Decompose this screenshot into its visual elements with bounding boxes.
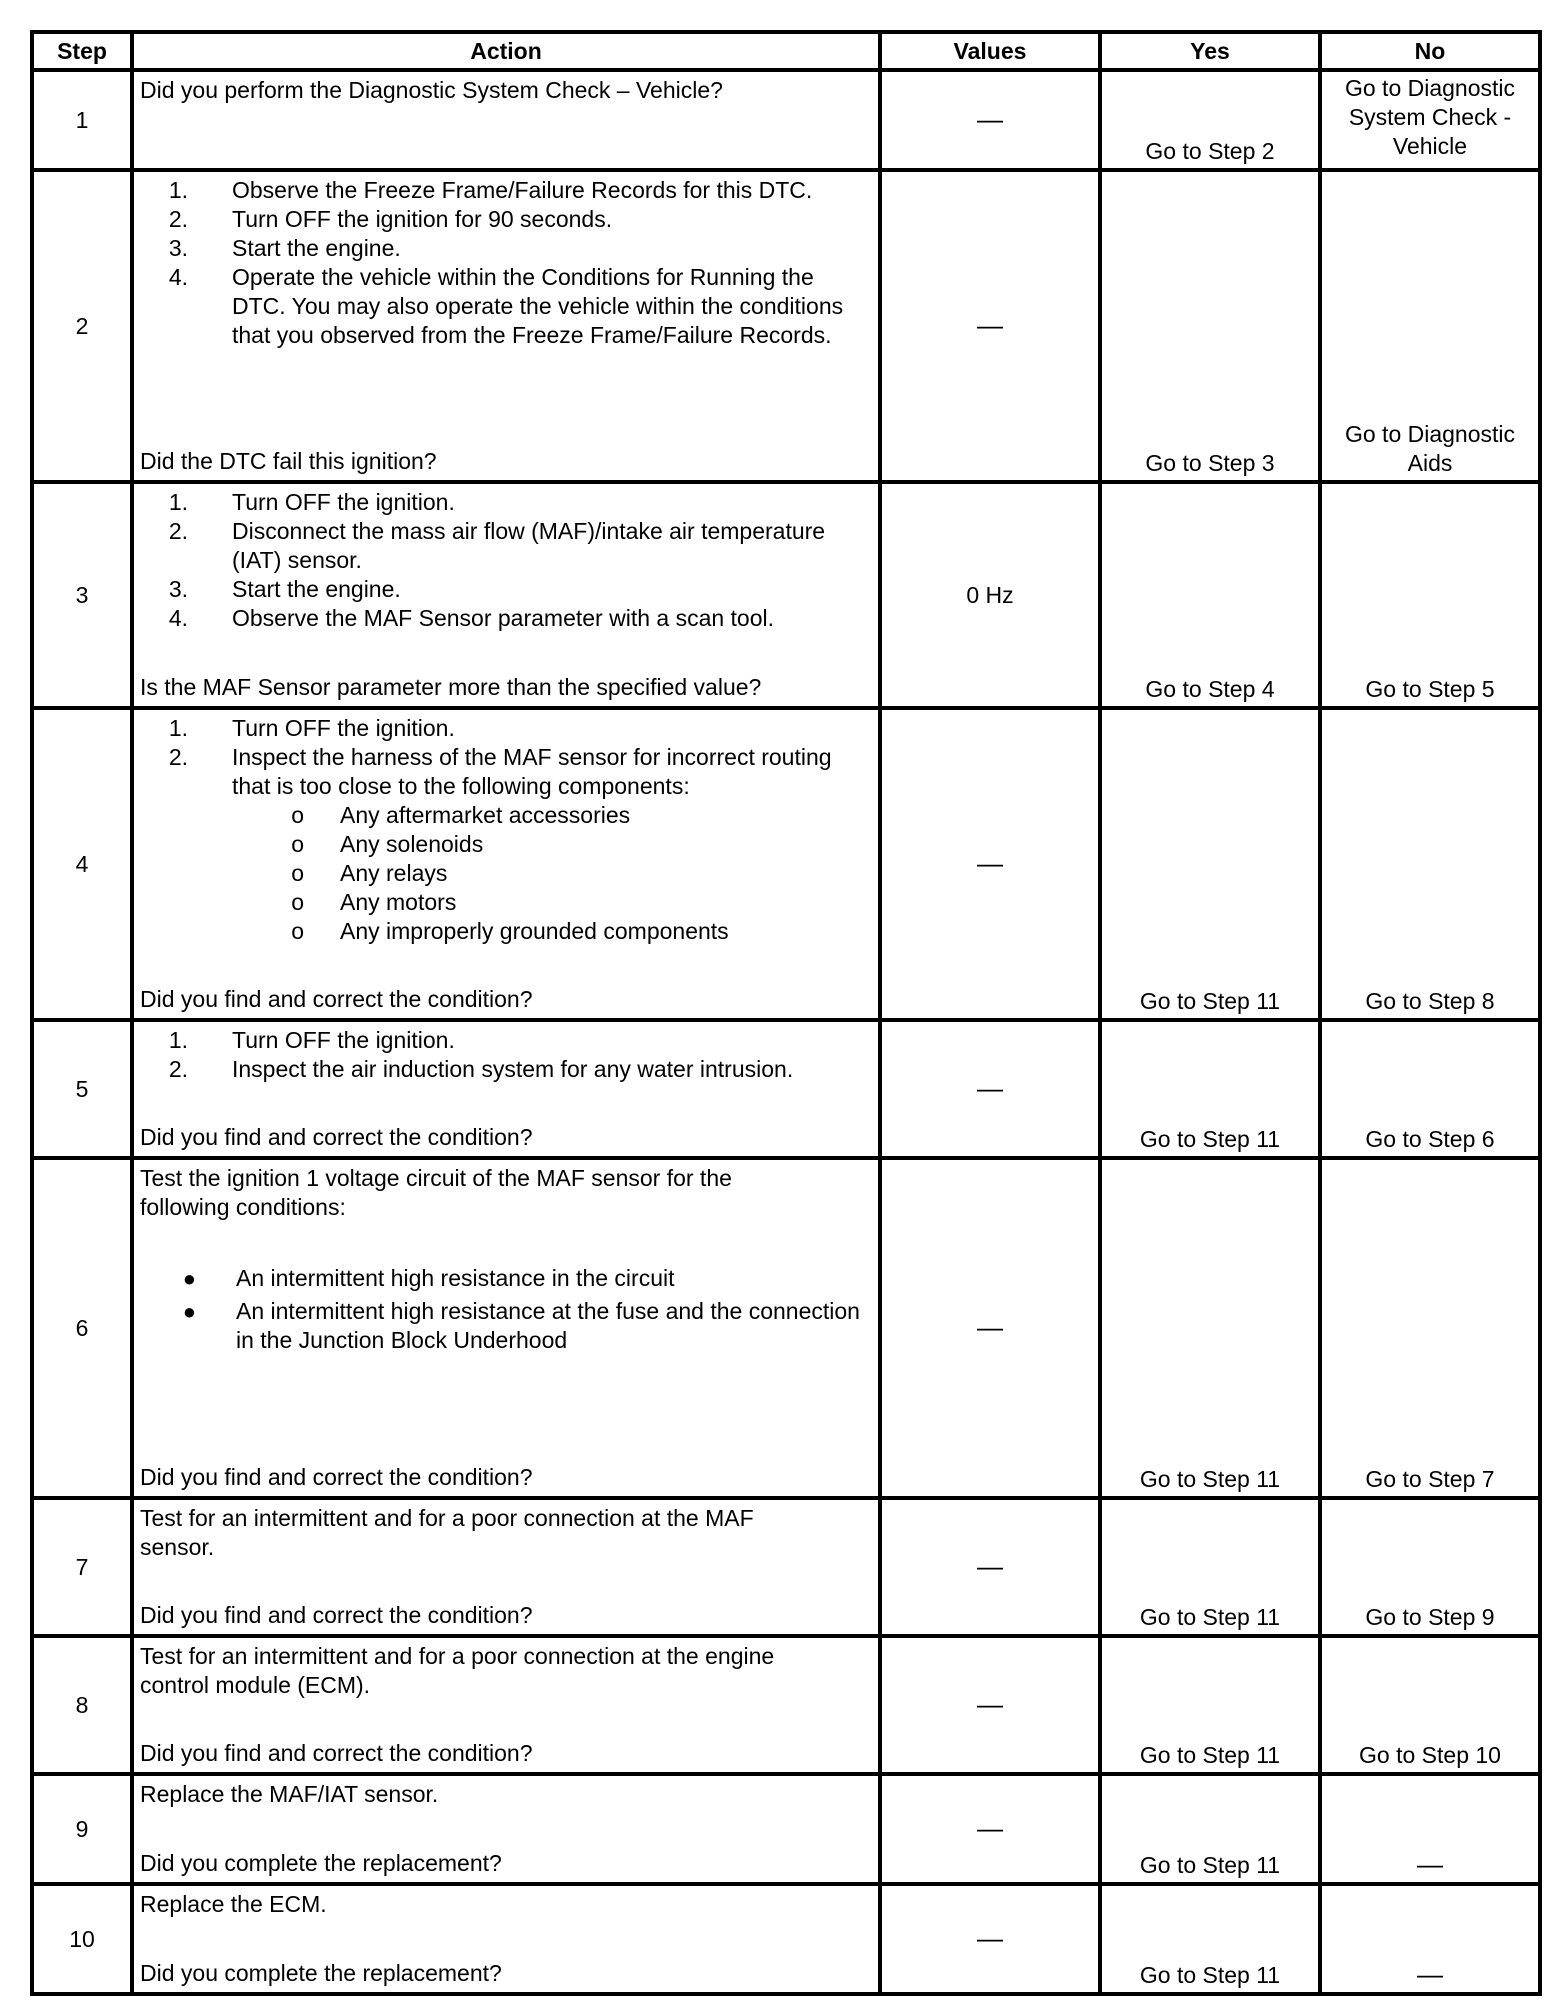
table-row: [32, 1020, 1540, 1158]
item-text: Start the engine.: [232, 235, 401, 261]
header-row: [32, 32, 1540, 70]
item-text: Operate the vehicle within the Conditions for Running the DTC. You may also operate the vehicle within the conditions that you observed from the Freeze Frame/Failure Records.: [232, 264, 844, 348]
yes-cell: Go to Step 11: [1100, 1158, 1320, 1498]
table-row: [32, 1774, 1540, 1884]
item-number: 1.: [168, 1027, 188, 1053]
value-cell: [880, 170, 1100, 482]
table-row: [32, 1884, 1540, 1994]
table-row: [32, 1636, 1540, 1774]
value-cell: [880, 1020, 1100, 1158]
action-question: Did the DTC fail this ignition?: [140, 448, 437, 474]
value-text: —: [977, 1689, 1003, 1719]
circle-bullet-icon: o: [291, 831, 304, 857]
step-number: 3: [32, 482, 132, 708]
item-number: 4.: [168, 264, 188, 290]
item-text: An intermittent high resistance in the circuit: [236, 1265, 675, 1291]
value-text: 0 Hz: [966, 581, 1014, 608]
no-text: Go to Diagnostic Aids: [1344, 421, 1516, 476]
action-cell: [132, 708, 880, 1020]
list-item: [140, 234, 872, 263]
list-item: [140, 263, 872, 350]
item-text: Turn OFF the ignition.: [232, 489, 455, 515]
action-cell: [132, 70, 880, 170]
action-steps: [140, 176, 872, 350]
no-text: Go to Diagnostic System Check - Vehicle: [1344, 75, 1516, 159]
item-number: 2.: [168, 744, 188, 770]
value-text: —: [977, 1923, 1003, 1953]
item-text: Turn OFF the ignition.: [232, 715, 455, 741]
item-text: Any improperly grounded components: [340, 918, 729, 944]
table-row: [32, 170, 1540, 482]
item-number: 1.: [168, 715, 188, 741]
action-question: Did you find and correct the condition?: [140, 1464, 533, 1490]
no-cell: Go to Step 8: [1320, 708, 1540, 1020]
circle-bullet-icon: o: [291, 918, 304, 944]
item-text: Any motors: [340, 889, 457, 915]
no-cell: [1320, 1774, 1540, 1884]
step-number: 8: [32, 1636, 132, 1774]
list-item: [140, 517, 872, 575]
yes-cell: Go to Step 2: [1100, 70, 1320, 170]
action-cell: [132, 1020, 880, 1158]
list-item: [140, 575, 872, 604]
component-list: [140, 801, 872, 946]
item-number: 1.: [168, 489, 188, 515]
action-question: Did you find and correct the condition?: [140, 1602, 533, 1628]
item-text: Observe the Freeze Frame/Failure Records for this DTC.: [232, 177, 813, 203]
no-cell: Go to Step 10: [1320, 1636, 1540, 1774]
circle-bullet-icon: o: [291, 802, 304, 828]
item-number: 2.: [168, 1056, 188, 1082]
yes-cell: Go to Step 3: [1100, 170, 1320, 482]
step-number: 4: [32, 708, 132, 1020]
item-text: Any relays: [340, 860, 448, 886]
action-text: Test for an intermittent and for a poor connection at the engine control module (ECM).: [140, 1643, 775, 1698]
item-number: 4.: [168, 605, 188, 631]
value-text: —: [977, 310, 1003, 340]
list-item: [140, 1026, 872, 1055]
circle-bullet-icon: o: [291, 889, 304, 915]
action-question: Did you find and correct the condition?: [140, 1124, 533, 1150]
yes-cell: Go to Step 11: [1100, 1636, 1320, 1774]
step-number: 2: [32, 170, 132, 482]
value-cell: [880, 482, 1100, 708]
action-question: Did you complete the replacement?: [140, 1960, 502, 1986]
item-text: Any aftermarket accessories: [340, 802, 631, 828]
action-text: Test the ignition 1 voltage circuit of the MAF sensor for the following conditions:: [140, 1165, 732, 1220]
list-item: [140, 1055, 872, 1084]
item-text: Inspect the harness of the MAF sensor for incorrect routing that is too close to the following components:: [232, 744, 832, 799]
action-cell: [132, 1774, 880, 1884]
value-cell: [880, 1884, 1100, 1994]
list-item: [140, 859, 872, 888]
value-text: —: [977, 104, 1003, 134]
value-text: —: [977, 1813, 1003, 1843]
table-row: [32, 708, 1540, 1020]
item-text: Turn OFF the ignition.: [232, 1027, 455, 1053]
list-item: [140, 801, 872, 830]
table-row: [32, 482, 1540, 708]
action-text: Did you perform the Diagnostic System Check – Vehicle?: [140, 77, 723, 103]
header-no: No: [1320, 32, 1540, 70]
list-item: [140, 205, 872, 234]
item-text: Start the engine.: [232, 576, 401, 602]
list-item: [140, 604, 872, 633]
list-item: [140, 488, 872, 517]
table-row: [32, 1498, 1540, 1636]
action-question: Did you complete the replacement?: [140, 1850, 502, 1876]
value-cell: [880, 1158, 1100, 1498]
value-text: —: [977, 1312, 1003, 1342]
step-number: 6: [32, 1158, 132, 1498]
item-text: Inspect the air induction system for any water intrusion.: [232, 1056, 794, 1082]
item-number: 1.: [168, 177, 188, 203]
yes-cell: Go to Step 11: [1100, 1884, 1320, 1994]
action-steps: [140, 714, 872, 801]
action-cell: [132, 1884, 880, 1994]
item-text: Observe the MAF Sensor parameter with a scan tool.: [232, 605, 775, 631]
list-item: [140, 888, 872, 917]
condition-list: [140, 1264, 872, 1355]
list-item: [140, 176, 872, 205]
action-cell: [132, 1158, 880, 1498]
bullet-icon: ●: [182, 1266, 196, 1291]
step-number: 7: [32, 1498, 132, 1636]
action-cell: [132, 170, 880, 482]
header-yes: Yes: [1100, 32, 1320, 70]
item-text: Turn OFF the ignition for 90 seconds.: [232, 206, 613, 232]
action-question: Did you find and correct the condition?: [140, 1740, 533, 1766]
no-cell: Go to Step 6: [1320, 1020, 1540, 1158]
step-number: 5: [32, 1020, 132, 1158]
table-row: [32, 70, 1540, 170]
no-cell: Go to Step 5: [1320, 482, 1540, 708]
action-text: Replace the ECM.: [140, 1891, 327, 1917]
header-step: Step: [32, 32, 132, 70]
item-text: Any solenoids: [340, 831, 484, 857]
item-text: Disconnect the mass air flow (MAF)/intake air temperature (IAT) sensor.: [232, 518, 826, 573]
value-cell: [880, 1774, 1100, 1884]
no-cell: [1320, 170, 1540, 482]
no-text: —: [1417, 1959, 1443, 1989]
item-number: 2.: [168, 518, 188, 544]
yes-cell: Go to Step 11: [1100, 1774, 1320, 1884]
step-number: 10: [32, 1884, 132, 1994]
action-text: Test for an intermittent and for a poor connection at the MAF sensor.: [140, 1505, 754, 1560]
step-number: 1: [32, 70, 132, 170]
item-number: 3.: [168, 235, 188, 261]
value-text: —: [977, 1551, 1003, 1581]
value-cell: [880, 70, 1100, 170]
action-question: Did you find and correct the condition?: [140, 986, 533, 1012]
action-steps: [140, 1026, 872, 1084]
header-values: Values: [880, 32, 1100, 70]
no-text: —: [1417, 1849, 1443, 1879]
no-cell: [1320, 70, 1540, 170]
yes-cell: Go to Step 11: [1100, 1498, 1320, 1636]
item-number: 3.: [168, 576, 188, 602]
action-cell: [132, 1636, 880, 1774]
item-number: 2.: [168, 206, 188, 232]
circle-bullet-icon: o: [291, 860, 304, 886]
no-cell: Go to Step 7: [1320, 1158, 1540, 1498]
list-item: [140, 743, 872, 801]
action-text: Replace the MAF/IAT sensor.: [140, 1781, 439, 1807]
header-action: Action: [132, 32, 880, 70]
action-cell: [132, 482, 880, 708]
no-cell: Go to Step 9: [1320, 1498, 1540, 1636]
yes-cell: Go to Step 11: [1100, 1020, 1320, 1158]
table-row: [32, 1158, 1540, 1498]
yes-cell: Go to Step 4: [1100, 482, 1320, 708]
action-cell: [132, 1498, 880, 1636]
yes-cell: Go to Step 11: [1100, 708, 1320, 1020]
step-number: 9: [32, 1774, 132, 1884]
diagnostic-table: [30, 30, 1542, 1996]
list-item: [140, 1264, 872, 1293]
value-cell: [880, 1498, 1100, 1636]
list-item: [140, 830, 872, 859]
value-text: —: [977, 1073, 1003, 1103]
no-cell: [1320, 1884, 1540, 1994]
action-question: Is the MAF Sensor parameter more than the specified value?: [140, 674, 762, 700]
list-item: [140, 1297, 872, 1355]
action-steps: [140, 488, 872, 633]
value-cell: [880, 1636, 1100, 1774]
value-cell: [880, 708, 1100, 1020]
list-item: [140, 917, 872, 946]
value-text: —: [977, 848, 1003, 878]
bullet-icon: ●: [182, 1299, 196, 1324]
item-text: An intermittent high resistance at the fuse and the connection in the Junction Block Underhood: [236, 1298, 860, 1353]
list-item: [140, 714, 872, 743]
